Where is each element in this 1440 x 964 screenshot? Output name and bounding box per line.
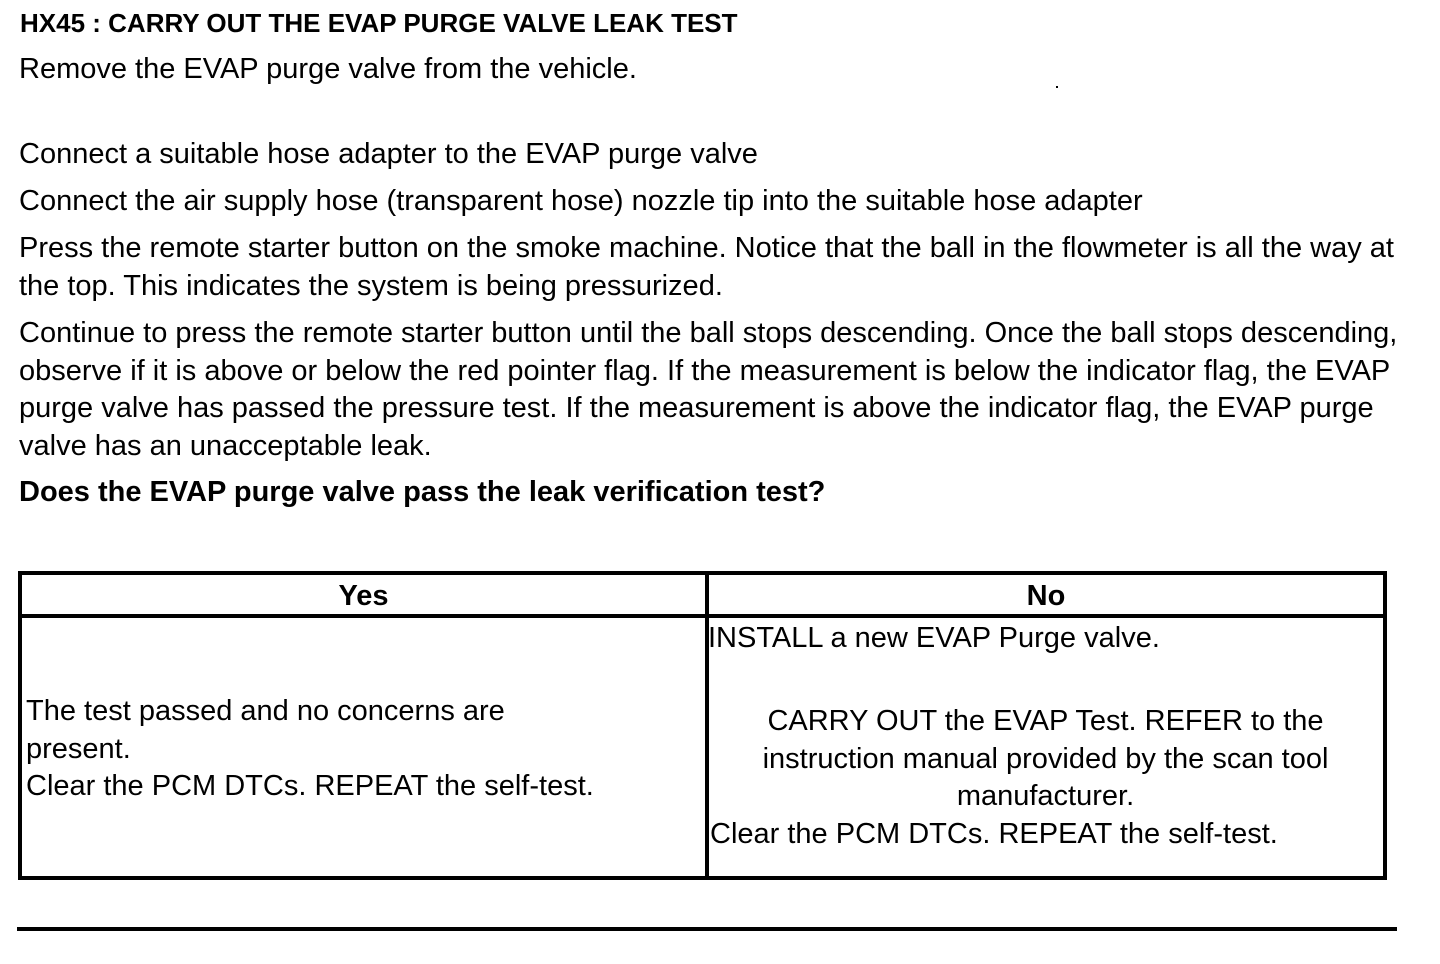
header-no: No [1026,580,1066,612]
header-divider [22,614,1383,618]
header-yes: Yes [338,580,389,612]
step-remove-valve: Remove the EVAP purge valve from the vehicle. [19,53,637,85]
procedure-title: HX45 : CARRY OUT THE EVAP PURGE VALVE LEAK TEST [20,8,738,38]
no-line: instruction manual provided by the scan tool [762,742,1329,775]
yes-cell [26,693,701,806]
yes-line: The test passed and no concerns are [26,695,505,727]
step-press-starter: Press the remote starter button on the smoke machine. Notice that the ball in the flowmeter is all the way at the top. This indicates the system is being pressurized. [19,232,1394,302]
no-install-text: INSTALL a new EVAP Purge valve. [708,622,1160,654]
step-connect-air-hose: Connect the air supply hose (transparent hose) nozzle tip into the suitable hose adapter [19,185,1143,217]
no-clear-dtc-text: Clear the PCM DTCs. REPEAT the self-test. [710,818,1278,850]
no-evap-test-text [708,703,1383,816]
yes-line: present. [26,732,131,765]
no-line: CARRY OUT the EVAP Test. REFER to the [767,705,1324,737]
step-observe-flowmeter: Continue to press the remote starter button until the ball stops descending. Once the ball stops descending, observe if it is above or below the red pointer flag. If the measurement is below the indicator flag, the EVAP purge valve has passed the pressure test. If the measurement is above the indicator flag, the EVAP purge valve has an unacceptable leak. [19,317,1398,462]
stray-mark [1056,86,1058,88]
yes-line: Clear the PCM DTCs. REPEAT the self-test. [26,770,594,802]
decision-table [18,571,1387,880]
no-line: manufacturer. [956,780,1135,812]
bottom-rule [17,927,1397,931]
test-question: Does the EVAP purge valve pass the leak verification test? [19,476,826,508]
step-connect-adapter: Connect a suitable hose adapter to the EVAP purge valve [19,138,758,170]
